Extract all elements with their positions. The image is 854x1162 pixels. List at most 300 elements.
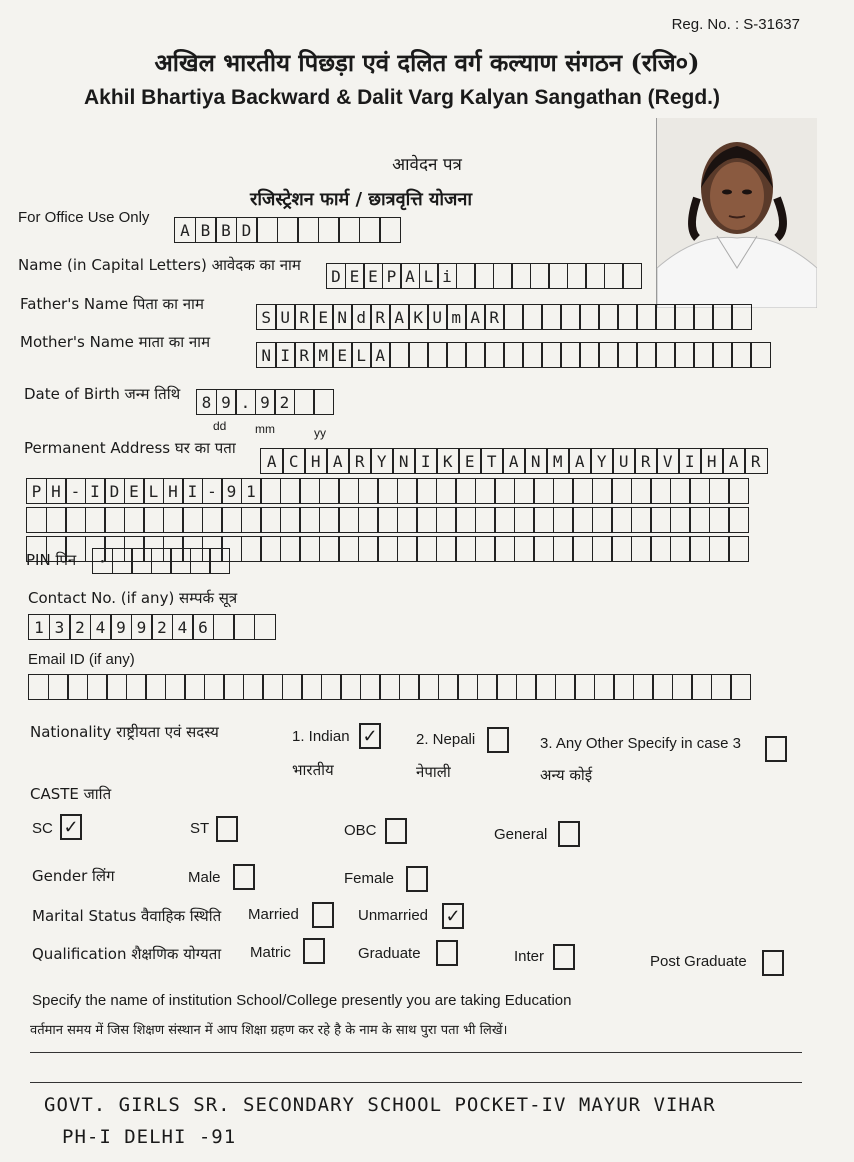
char-cell[interactable]	[494, 507, 515, 533]
mother-name-label: Mother's Name माता का नाम	[20, 333, 211, 351]
char-cell[interactable]	[572, 507, 593, 533]
char-cell[interactable]	[280, 507, 301, 533]
char-cell[interactable]	[631, 507, 652, 533]
char-cell[interactable]: ·	[92, 548, 113, 574]
char-cell[interactable]	[655, 304, 676, 330]
char-cell[interactable]: K	[436, 448, 460, 474]
char-cell[interactable]	[416, 507, 437, 533]
char-cell[interactable]	[28, 674, 49, 700]
char-cell[interactable]: 2	[69, 614, 91, 640]
char-cell[interactable]	[256, 217, 278, 243]
char-cell[interactable]	[475, 478, 496, 504]
char-cell[interactable]	[254, 614, 276, 640]
char-cell[interactable]	[358, 507, 379, 533]
char-cell[interactable]	[112, 548, 133, 574]
char-cell[interactable]: 9	[110, 614, 132, 640]
char-cell[interactable]	[338, 507, 359, 533]
char-cell[interactable]	[670, 507, 691, 533]
marital-status-label: Marital Status वैवाहिक स्थिति	[32, 907, 222, 925]
char-cell[interactable]	[712, 304, 733, 330]
char-cell[interactable]	[145, 674, 166, 700]
father-name-grid[interactable]	[256, 304, 752, 330]
char-cell[interactable]	[241, 507, 262, 533]
char-cell[interactable]	[611, 507, 632, 533]
char-cell[interactable]	[106, 674, 127, 700]
char-cell[interactable]	[530, 263, 550, 289]
char-cell[interactable]: 9	[216, 389, 237, 415]
char-cell[interactable]: A	[389, 304, 410, 330]
char-cell[interactable]	[475, 507, 496, 533]
char-cell[interactable]	[399, 674, 420, 700]
char-cell[interactable]: E	[345, 263, 365, 289]
char-cell[interactable]	[397, 536, 418, 562]
char-cell[interactable]: R	[484, 304, 505, 330]
char-cell[interactable]: 6	[192, 614, 214, 640]
qualification-graduate-checkbox[interactable]	[436, 940, 458, 966]
char-cell[interactable]	[592, 536, 613, 562]
char-cell[interactable]	[318, 217, 340, 243]
char-cell[interactable]	[484, 342, 505, 368]
email-grid[interactable]	[28, 674, 751, 700]
char-cell[interactable]	[223, 674, 244, 700]
char-cell[interactable]	[514, 536, 535, 562]
char-cell[interactable]	[617, 342, 638, 368]
char-cell[interactable]	[672, 674, 693, 700]
char-cell[interactable]	[514, 478, 535, 504]
char-cell[interactable]	[46, 507, 67, 533]
char-cell[interactable]	[299, 536, 320, 562]
char-cell[interactable]: U	[427, 304, 448, 330]
char-cell[interactable]	[631, 478, 652, 504]
char-cell[interactable]: 9	[221, 478, 242, 504]
address-line-3-grid[interactable]	[26, 507, 749, 533]
char-cell[interactable]: U	[612, 448, 636, 474]
char-cell[interactable]	[379, 674, 400, 700]
char-cell[interactable]	[465, 342, 486, 368]
char-cell[interactable]: N	[332, 304, 353, 330]
char-cell[interactable]	[594, 674, 615, 700]
pin-label: PIN पिन	[26, 551, 77, 569]
char-cell[interactable]	[358, 536, 379, 562]
char-cell[interactable]	[182, 507, 203, 533]
char-cell[interactable]: R	[294, 342, 315, 368]
char-cell[interactable]	[277, 217, 299, 243]
char-cell[interactable]	[631, 536, 652, 562]
char-cell[interactable]	[418, 674, 439, 700]
char-cell[interactable]	[260, 478, 281, 504]
char-cell[interactable]: E	[332, 342, 353, 368]
char-cell[interactable]: H	[304, 448, 328, 474]
char-cell[interactable]	[674, 342, 695, 368]
char-cell[interactable]: P	[382, 263, 402, 289]
char-cell[interactable]	[360, 674, 381, 700]
char-cell[interactable]	[416, 536, 437, 562]
char-cell[interactable]	[358, 478, 379, 504]
dob-grid[interactable]	[196, 389, 334, 415]
char-cell[interactable]	[689, 478, 710, 504]
char-cell[interactable]	[170, 548, 191, 574]
char-cell[interactable]	[731, 342, 752, 368]
char-cell[interactable]	[416, 478, 437, 504]
char-cell[interactable]	[670, 536, 691, 562]
char-cell[interactable]: 1	[241, 478, 262, 504]
char-cell[interactable]	[65, 507, 86, 533]
char-cell[interactable]	[126, 674, 147, 700]
nationality-other-checkbox[interactable]	[765, 736, 787, 762]
char-cell[interactable]	[636, 342, 657, 368]
char-cell[interactable]: B	[195, 217, 217, 243]
char-cell[interactable]	[611, 536, 632, 562]
char-cell[interactable]: 1	[28, 614, 50, 640]
char-cell[interactable]	[689, 536, 710, 562]
char-cell[interactable]	[689, 507, 710, 533]
char-cell[interactable]: C	[282, 448, 306, 474]
char-cell[interactable]	[151, 548, 172, 574]
char-cell[interactable]	[592, 507, 613, 533]
char-cell[interactable]: 9	[131, 614, 153, 640]
char-cell[interactable]	[475, 536, 496, 562]
char-cell[interactable]	[202, 507, 223, 533]
char-cell[interactable]	[338, 536, 359, 562]
char-cell[interactable]: A	[722, 448, 746, 474]
char-cell[interactable]	[260, 507, 281, 533]
char-cell[interactable]: A	[260, 448, 284, 474]
char-cell[interactable]: 2	[151, 614, 173, 640]
char-cell[interactable]: D	[104, 478, 125, 504]
char-cell[interactable]: T	[480, 448, 504, 474]
char-cell[interactable]	[731, 304, 752, 330]
char-cell[interactable]	[280, 536, 301, 562]
char-cell[interactable]: Y	[370, 448, 394, 474]
contact-label: Contact No. (if any) सम्पर्क सूत्र	[28, 589, 238, 607]
char-cell[interactable]: H	[163, 478, 184, 504]
char-cell[interactable]	[338, 217, 360, 243]
char-cell[interactable]: R	[744, 448, 768, 474]
char-cell[interactable]	[163, 507, 184, 533]
char-cell[interactable]	[48, 674, 69, 700]
char-cell[interactable]	[165, 674, 186, 700]
char-cell[interactable]: -	[202, 478, 223, 504]
char-cell[interactable]	[379, 217, 401, 243]
caste-obc-checkbox[interactable]	[385, 818, 407, 844]
char-cell[interactable]	[455, 507, 476, 533]
char-cell[interactable]	[359, 217, 381, 243]
organization-name-hindi: अखिल भारतीय पिछड़ा एवं दलित वर्ग कल्याण संगठन (रजि०)	[154, 48, 700, 77]
char-cell[interactable]	[533, 478, 554, 504]
contact-grid[interactable]	[28, 614, 276, 640]
char-cell[interactable]	[282, 674, 303, 700]
char-cell[interactable]: R	[348, 448, 372, 474]
char-cell[interactable]	[301, 674, 322, 700]
char-cell[interactable]	[655, 342, 676, 368]
pin-grid[interactable]	[92, 548, 230, 574]
char-cell[interactable]: -	[65, 478, 86, 504]
char-cell[interactable]	[446, 342, 467, 368]
address-line-1-grid[interactable]	[260, 448, 768, 474]
char-cell[interactable]	[26, 507, 47, 533]
char-cell[interactable]	[533, 536, 554, 562]
char-cell[interactable]: K	[408, 304, 429, 330]
char-cell[interactable]	[693, 342, 714, 368]
char-cell[interactable]: P	[26, 478, 47, 504]
char-cell[interactable]	[712, 342, 733, 368]
caste-general-checkbox[interactable]	[558, 821, 580, 847]
char-cell[interactable]: U	[275, 304, 296, 330]
char-cell[interactable]	[319, 536, 340, 562]
char-cell[interactable]	[611, 478, 632, 504]
char-cell[interactable]	[711, 674, 732, 700]
char-cell[interactable]	[455, 478, 476, 504]
char-cell[interactable]	[604, 263, 624, 289]
char-cell[interactable]: I	[85, 478, 106, 504]
char-cell[interactable]	[262, 674, 283, 700]
char-cell[interactable]	[617, 304, 638, 330]
char-cell[interactable]	[397, 478, 418, 504]
char-cell[interactable]	[533, 507, 554, 533]
char-cell[interactable]	[572, 536, 593, 562]
address-line-2-grid[interactable]	[26, 478, 749, 504]
char-cell[interactable]	[535, 674, 556, 700]
char-cell[interactable]	[397, 507, 418, 533]
char-cell[interactable]	[585, 263, 605, 289]
char-cell[interactable]	[555, 674, 576, 700]
nationality-indian-checkbox[interactable]: ✓	[359, 723, 381, 749]
char-cell[interactable]	[131, 548, 152, 574]
char-cell[interactable]	[548, 263, 568, 289]
char-cell[interactable]	[522, 304, 543, 330]
char-cell[interactable]: L	[351, 342, 372, 368]
char-cell[interactable]	[730, 674, 751, 700]
char-cell[interactable]	[579, 304, 600, 330]
char-cell[interactable]	[204, 674, 225, 700]
char-cell[interactable]: 3	[49, 614, 71, 640]
char-cell[interactable]: H	[46, 478, 67, 504]
marital-married-checkbox[interactable]	[312, 902, 334, 928]
char-cell[interactable]	[319, 478, 340, 504]
char-cell[interactable]	[496, 674, 517, 700]
char-cell[interactable]	[650, 478, 671, 504]
char-cell[interactable]	[709, 507, 730, 533]
institution-name-line-1[interactable]: GOVT. GIRLS SR. SECONDARY SCHOOL POCKET-IV MAYUR VIHAR	[44, 1094, 716, 1116]
char-cell[interactable]: L	[419, 263, 439, 289]
char-cell[interactable]: I	[182, 478, 203, 504]
char-cell[interactable]: B	[215, 217, 237, 243]
char-cell[interactable]: L	[143, 478, 164, 504]
char-cell[interactable]: i	[437, 263, 457, 289]
char-cell[interactable]	[652, 674, 673, 700]
char-cell[interactable]: 9	[255, 389, 276, 415]
char-cell[interactable]	[553, 507, 574, 533]
char-cell[interactable]	[408, 342, 429, 368]
char-cell[interactable]	[494, 478, 515, 504]
char-cell[interactable]	[674, 304, 695, 330]
char-cell[interactable]: I	[414, 448, 438, 474]
char-cell[interactable]: N	[256, 342, 277, 368]
char-cell[interactable]	[494, 536, 515, 562]
name-grid[interactable]	[326, 263, 642, 289]
char-cell[interactable]	[579, 342, 600, 368]
char-cell[interactable]	[124, 507, 145, 533]
char-cell[interactable]	[427, 342, 448, 368]
char-cell[interactable]: A	[400, 263, 420, 289]
char-cell[interactable]: 4	[90, 614, 112, 640]
char-cell[interactable]: 2	[274, 389, 295, 415]
char-cell[interactable]	[280, 478, 301, 504]
char-cell[interactable]	[319, 507, 340, 533]
char-cell[interactable]	[243, 674, 264, 700]
char-cell[interactable]	[209, 548, 230, 574]
char-cell[interactable]	[321, 674, 342, 700]
char-cell[interactable]: S	[256, 304, 277, 330]
char-cell[interactable]	[613, 674, 634, 700]
char-cell[interactable]	[313, 389, 334, 415]
char-cell[interactable]: M	[313, 342, 334, 368]
char-cell[interactable]	[436, 507, 457, 533]
char-cell[interactable]	[572, 478, 593, 504]
char-cell[interactable]: A	[465, 304, 486, 330]
char-cell[interactable]	[241, 536, 262, 562]
char-cell[interactable]	[750, 342, 771, 368]
char-cell[interactable]	[438, 674, 459, 700]
char-cell[interactable]	[709, 536, 730, 562]
char-cell[interactable]: D	[236, 217, 258, 243]
char-cell[interactable]: E	[458, 448, 482, 474]
char-cell[interactable]	[622, 263, 642, 289]
char-cell[interactable]: N	[524, 448, 548, 474]
char-cell[interactable]: 8	[196, 389, 217, 415]
char-cell[interactable]	[340, 674, 361, 700]
char-cell[interactable]	[598, 342, 619, 368]
char-cell[interactable]	[633, 674, 654, 700]
char-cell[interactable]: I	[678, 448, 702, 474]
char-cell[interactable]	[377, 536, 398, 562]
char-cell[interactable]: A	[502, 448, 526, 474]
caste-sc-checkbox[interactable]: ✓	[60, 814, 82, 840]
char-cell[interactable]: m	[446, 304, 467, 330]
qualification-post-graduate-checkbox[interactable]	[762, 950, 784, 976]
char-cell[interactable]	[389, 342, 410, 368]
char-cell[interactable]: .	[235, 389, 256, 415]
char-cell[interactable]: M	[546, 448, 570, 474]
char-cell[interactable]	[650, 507, 671, 533]
char-cell[interactable]	[503, 342, 524, 368]
char-cell[interactable]: 4	[172, 614, 194, 640]
char-cell[interactable]: A	[568, 448, 592, 474]
char-cell[interactable]: E	[313, 304, 334, 330]
char-cell[interactable]: A	[326, 448, 350, 474]
char-cell[interactable]	[728, 478, 749, 504]
char-cell[interactable]	[221, 507, 242, 533]
char-cell[interactable]	[522, 342, 543, 368]
char-cell[interactable]	[233, 614, 255, 640]
char-cell[interactable]	[553, 536, 574, 562]
gender-male-checkbox[interactable]	[233, 864, 255, 890]
mother-name-grid[interactable]	[256, 342, 771, 368]
char-cell[interactable]: A	[174, 217, 196, 243]
char-cell[interactable]	[455, 536, 476, 562]
char-cell[interactable]	[190, 548, 211, 574]
char-cell[interactable]: E	[363, 263, 383, 289]
char-cell[interactable]	[560, 304, 581, 330]
char-cell[interactable]	[260, 536, 281, 562]
char-cell[interactable]	[650, 536, 671, 562]
char-cell[interactable]	[436, 478, 457, 504]
char-cell[interactable]: d	[351, 304, 372, 330]
char-cell[interactable]	[377, 478, 398, 504]
char-cell[interactable]	[693, 304, 714, 330]
dob-label: Date of Birth जन्म तिथि	[24, 385, 181, 403]
char-cell[interactable]	[338, 478, 359, 504]
char-cell[interactable]	[514, 507, 535, 533]
char-cell[interactable]	[67, 674, 88, 700]
char-cell[interactable]: I	[275, 342, 296, 368]
char-cell[interactable]	[299, 507, 320, 533]
char-cell[interactable]	[294, 389, 315, 415]
char-cell[interactable]	[728, 536, 749, 562]
char-cell[interactable]	[456, 263, 476, 289]
char-cell[interactable]	[184, 674, 205, 700]
char-cell[interactable]	[503, 304, 524, 330]
char-cell[interactable]	[104, 507, 125, 533]
gender-female-checkbox[interactable]	[406, 866, 428, 892]
char-cell[interactable]	[299, 478, 320, 504]
char-cell[interactable]	[567, 263, 587, 289]
char-cell[interactable]	[85, 507, 106, 533]
char-cell[interactable]: D	[326, 263, 346, 289]
char-cell[interactable]	[436, 536, 457, 562]
char-cell[interactable]	[636, 304, 657, 330]
char-cell[interactable]	[670, 478, 691, 504]
char-cell[interactable]	[709, 478, 730, 504]
char-cell[interactable]	[297, 217, 319, 243]
char-cell[interactable]	[598, 304, 619, 330]
char-cell[interactable]	[87, 674, 108, 700]
nationality-nepali-checkbox[interactable]	[487, 727, 509, 753]
char-cell[interactable]	[213, 614, 235, 640]
char-cell[interactable]	[541, 342, 562, 368]
char-cell[interactable]	[511, 263, 531, 289]
caste-st-checkbox[interactable]	[216, 816, 238, 842]
char-cell[interactable]	[493, 263, 513, 289]
char-cell[interactable]: N	[392, 448, 416, 474]
char-cell[interactable]	[377, 507, 398, 533]
char-cell[interactable]	[457, 674, 478, 700]
char-cell[interactable]	[516, 674, 537, 700]
char-cell[interactable]	[143, 507, 164, 533]
char-cell[interactable]	[728, 507, 749, 533]
char-cell[interactable]: Y	[590, 448, 614, 474]
char-cell[interactable]: R	[634, 448, 658, 474]
char-cell[interactable]: R	[294, 304, 315, 330]
char-cell[interactable]: R	[370, 304, 391, 330]
institution-name-line-2[interactable]: PH-I DELHI -91	[62, 1126, 237, 1148]
char-cell[interactable]	[592, 478, 613, 504]
char-cell[interactable]	[574, 674, 595, 700]
qualification-inter-checkbox[interactable]	[553, 944, 575, 970]
char-cell[interactable]	[560, 342, 581, 368]
char-cell[interactable]	[553, 478, 574, 504]
marital-unmarried-checkbox[interactable]: ✓	[442, 903, 464, 929]
qualification-matric-checkbox[interactable]	[303, 938, 325, 964]
char-cell[interactable]	[477, 674, 498, 700]
char-cell[interactable]: H	[700, 448, 724, 474]
char-cell[interactable]: V	[656, 448, 680, 474]
char-cell[interactable]	[541, 304, 562, 330]
char-cell[interactable]	[474, 263, 494, 289]
char-cell[interactable]: A	[370, 342, 391, 368]
char-cell[interactable]	[691, 674, 712, 700]
char-cell[interactable]: E	[124, 478, 145, 504]
